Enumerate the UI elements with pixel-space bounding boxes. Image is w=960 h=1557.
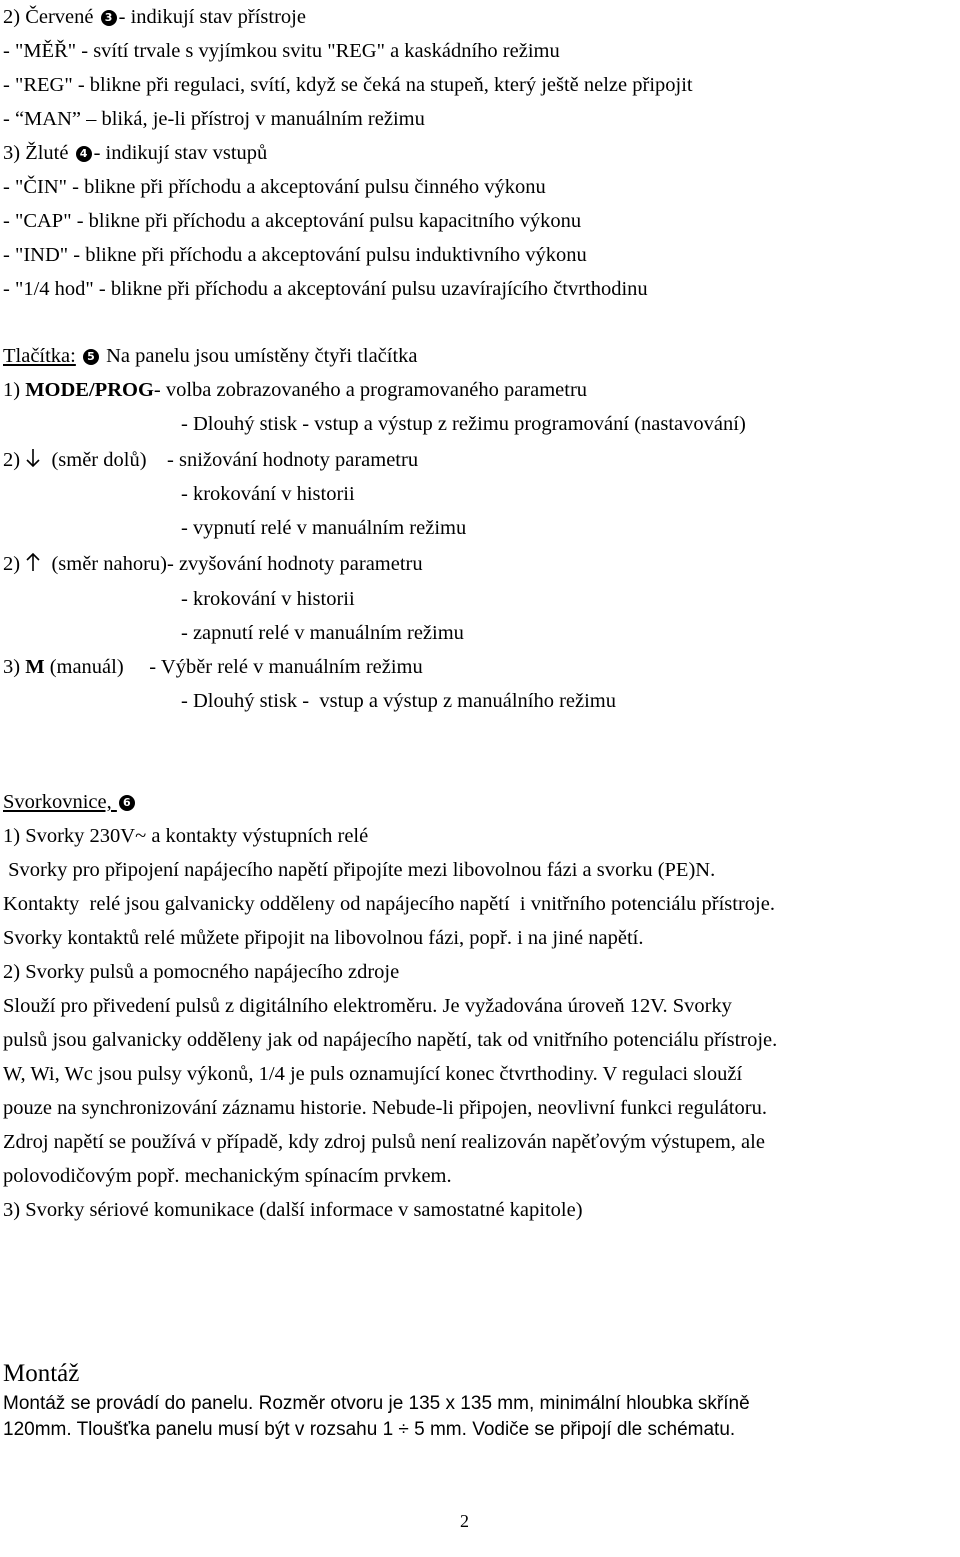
page-number: 2 bbox=[460, 1511, 469, 1531]
button-mode-prog-long: - Dlouhý stisk - vstup a výstup z režimu programování (nastavování) bbox=[181, 413, 746, 435]
terminals-line-8: W, Wi, Wc jsou pulsy výkonů, 1/4 je puls oznamující konec čtvrthodiny. V regulaci slouží bbox=[3, 1063, 743, 1085]
terminals-line-4: Svorky kontaktů relé můžete připojit na libovolnou fázi, popř. i na jiné napětí. bbox=[3, 927, 644, 949]
arrow-down-icon bbox=[25, 448, 41, 468]
yellow-line-4: - "1/4 hod" - blikne při příchodu a akceptování pulsu uzavírajícího čtvrthodinu bbox=[3, 278, 648, 300]
terminals-heading: Svorkovnice, 6 bbox=[3, 790, 137, 814]
red-line-2: - "REG" - blikne při regulaci, svítí, když se čeká na stupeň, který ještě nelze připojit bbox=[3, 74, 693, 96]
button-up: 2) (směr nahoru)- zvyšování hodnoty parametru bbox=[3, 553, 423, 575]
number-5-icon: 5 bbox=[83, 349, 99, 365]
yellow-line-1: - "ČIN" - blikne při příchodu a akceptování pulsu činného výkonu bbox=[3, 176, 546, 198]
button-down-line-3: - vypnutí relé v manuálním režimu bbox=[181, 517, 467, 539]
number-4-icon: 4 bbox=[76, 146, 92, 162]
terminals-line-9: pouze na synchronizování záznamu historie. Nebude-li připojen, neovlivní funkci regulátoru. bbox=[3, 1097, 767, 1119]
mounting-line-2: 120mm. Tloušťka panelu musí být v rozsahu 1 ÷ 5 mm. Vodiče se připojí dle schématu. bbox=[3, 1419, 736, 1440]
terminals-line-7: pulsů jsou galvanicky odděleny jak od napájecího napětí, tak od vnitřního potenciálu přístroje. bbox=[3, 1029, 778, 1051]
mounting-line-1: Montáž se provádí do panelu. Rozměr otvoru je 135 x 135 mm, minimální hloubka skříně bbox=[3, 1393, 750, 1414]
arrow-up-icon bbox=[25, 552, 41, 572]
red-line-3: - “MAN” – bliká, je-li přístroj v manuálním režimu bbox=[3, 108, 425, 130]
terminals-line-1: 1) Svorky 230V~ a kontakty výstupních relé bbox=[3, 825, 369, 847]
terminals-line-6: Slouží pro přivedení pulsů z digitálního elektroměru. Je vyžadována úroveň 12V. Svorky bbox=[3, 995, 732, 1017]
terminals-line-10: Zdroj napětí se používá v případě, kdy zdroj pulsů není realizován napěťovým výstupem, ale bbox=[3, 1131, 765, 1153]
buttons-heading: Tlačítka: 5 Na panelu jsou umístěny čtyři tlačítka bbox=[3, 345, 418, 367]
terminals-line-5: 2) Svorky pulsů a pomocného napájecího zdroje bbox=[3, 961, 400, 983]
mounting-heading: Montáž bbox=[3, 1360, 80, 1387]
button-up-line-2: - krokování v historii bbox=[181, 588, 355, 610]
terminals-line-2: Svorky pro připojení napájecího napětí připojíte mezi libovolnou fázi a svorku (PE)N. bbox=[3, 859, 716, 881]
yellow-line-3: - "IND" - blikne při příchodu a akceptování pulsu induktivního výkonu bbox=[3, 244, 587, 266]
divide-symbol: ÷ bbox=[398, 1419, 409, 1440]
terminals-line-3: Kontakty relé jsou galvanicky odděleny od napájecího napětí i vnitřního potenciálu přístroje. bbox=[3, 893, 775, 915]
button-manual-line-2: - Dlouhý stisk - vstup a výstup z manuálního režimu bbox=[181, 690, 616, 712]
red-indicators-heading: 2) Červené 3 - indikují stav přístroje bbox=[3, 6, 306, 28]
button-manual: 3) M (manuál) - Výběr relé v manuálním režimu bbox=[3, 656, 423, 678]
button-up-line-3: - zapnutí relé v manuálním režimu bbox=[181, 622, 464, 644]
yellow-line-2: - "CAP" - blikne při příchodu a akceptování pulsu kapacitního výkonu bbox=[3, 210, 582, 232]
button-mode-prog: 1) MODE/PROG- volba zobrazovaného a programovaného parametru bbox=[3, 379, 588, 401]
terminals-line-11: polovodičovým popř. mechanickým spínacím prvkem. bbox=[3, 1165, 452, 1187]
red-line-1: - "MĚŘ" - svítí trvale s vyjímkou svitu "REG" a kaskádního režimu bbox=[3, 40, 560, 62]
button-down-line-2: - krokování v historii bbox=[181, 483, 355, 505]
terminals-line-12: 3) Svorky sériové komunikace (další informace v samostatné kapitole) bbox=[3, 1199, 583, 1221]
button-down: 2) (směr dolů) - snižování hodnoty parametru bbox=[3, 449, 419, 471]
number-3-icon: 3 bbox=[101, 10, 117, 26]
number-6-icon: 6 bbox=[119, 795, 135, 811]
yellow-indicators-heading: 3) Žluté 4 - indikují stav vstupů bbox=[3, 142, 268, 164]
